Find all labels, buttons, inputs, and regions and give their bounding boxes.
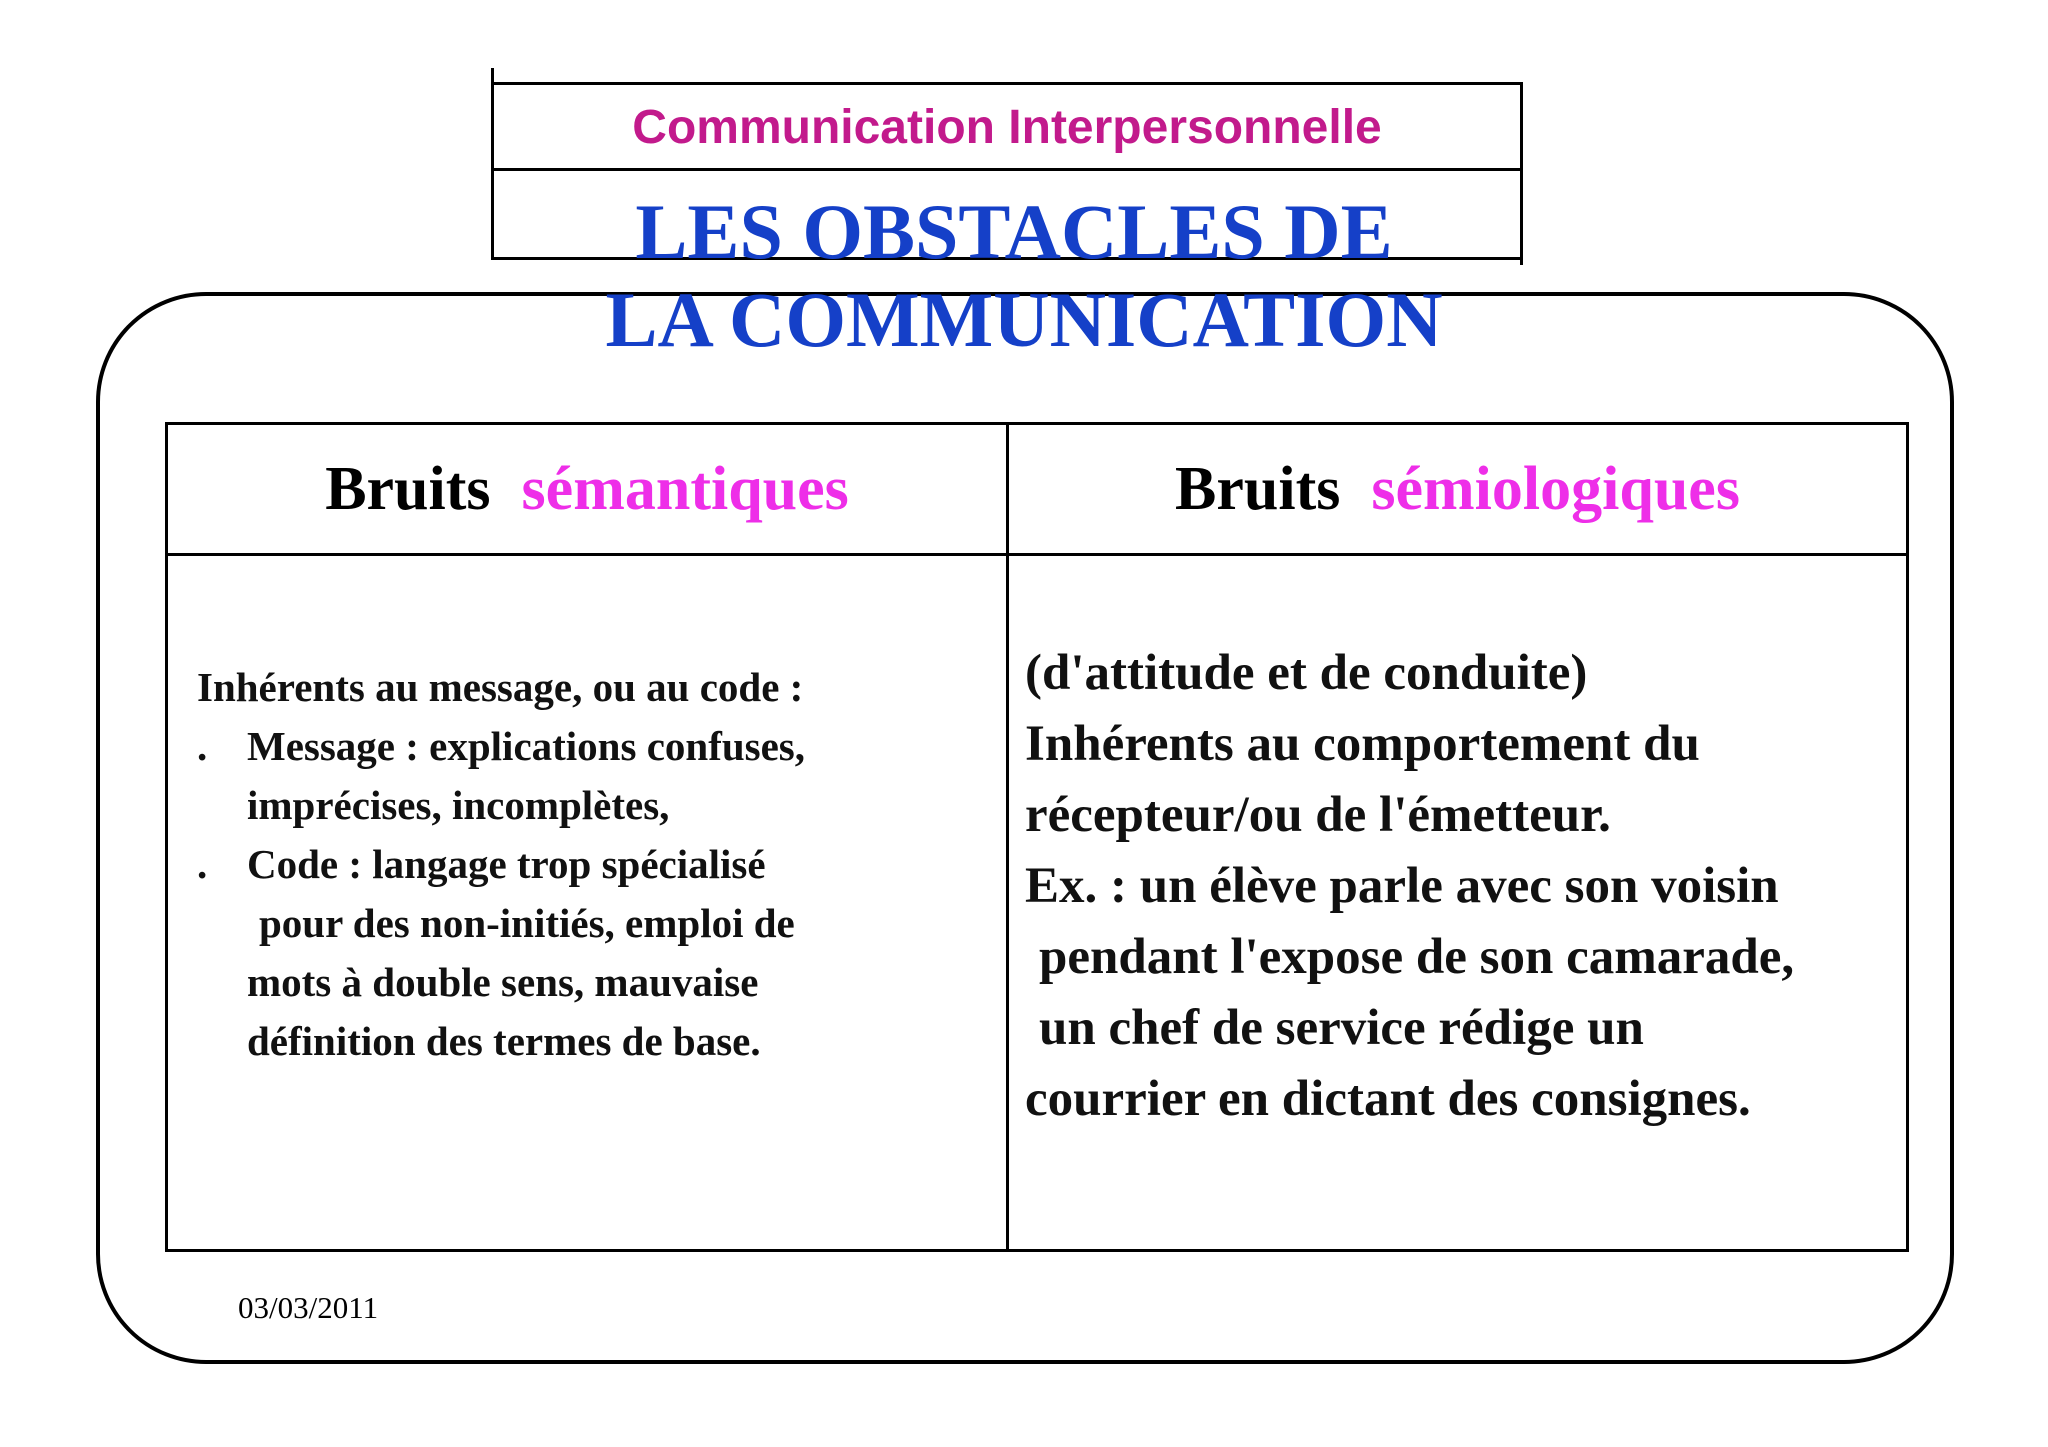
bullet-line: Message : explications confuses, bbox=[247, 723, 806, 769]
column-header-label: Bruits bbox=[325, 455, 491, 523]
bullet-line: mots à double sens, mauvaise bbox=[247, 959, 759, 1005]
text-line: (d'attitude et de conduite) bbox=[1025, 645, 1588, 701]
text-line: Inhérents au comportement du bbox=[1025, 716, 1700, 772]
semiological-noise-description bbox=[1025, 638, 1945, 1135]
column-header-accent: sémantiques bbox=[521, 455, 849, 523]
slide-title bbox=[0, 188, 2048, 364]
list-item bbox=[197, 835, 997, 1071]
slide-title-line-2: LA COMMUNICATION bbox=[605, 276, 1443, 363]
text-line: courrier en dictant des consignes. bbox=[1025, 1071, 1751, 1127]
bullet-marker: . bbox=[197, 841, 208, 887]
bullet-line: pour des non-initiés, emploi de bbox=[259, 900, 795, 946]
column-header-semiological bbox=[1009, 425, 1906, 553]
bullet-marker: . bbox=[197, 723, 208, 769]
table-header-divider bbox=[165, 553, 1909, 556]
bullet-line: imprécises, incomplètes, bbox=[247, 782, 670, 828]
semantic-noise-description bbox=[197, 658, 997, 1071]
text-line: un chef de service rédige un bbox=[1039, 1000, 1644, 1056]
text-line: pendant l'expose de son camarade, bbox=[1039, 929, 1795, 985]
text-line: Ex. : un élève parle avec son voisin bbox=[1025, 858, 1779, 914]
header-divider bbox=[491, 168, 1523, 171]
semantic-intro: Inhérents au message, ou au code : bbox=[197, 664, 804, 710]
slide-title-line-1: LES OBSTACLES DE bbox=[635, 188, 1393, 275]
column-header-semantic bbox=[168, 425, 1006, 553]
text-line: récepteur/ou de l'émetteur. bbox=[1025, 787, 1611, 843]
bullet-line: définition des termes de base. bbox=[247, 1018, 761, 1064]
slide-date: 03/03/2011 bbox=[238, 1290, 379, 1325]
column-header-accent: sémiologiques bbox=[1371, 455, 1740, 523]
column-header-label: Bruits bbox=[1175, 455, 1341, 523]
bullet-line: Code : langage trop spécialisé bbox=[247, 841, 766, 887]
course-title: Communication Interpersonnelle bbox=[632, 101, 1382, 154]
semantic-bullet-list bbox=[197, 717, 997, 1071]
list-item bbox=[197, 717, 997, 835]
